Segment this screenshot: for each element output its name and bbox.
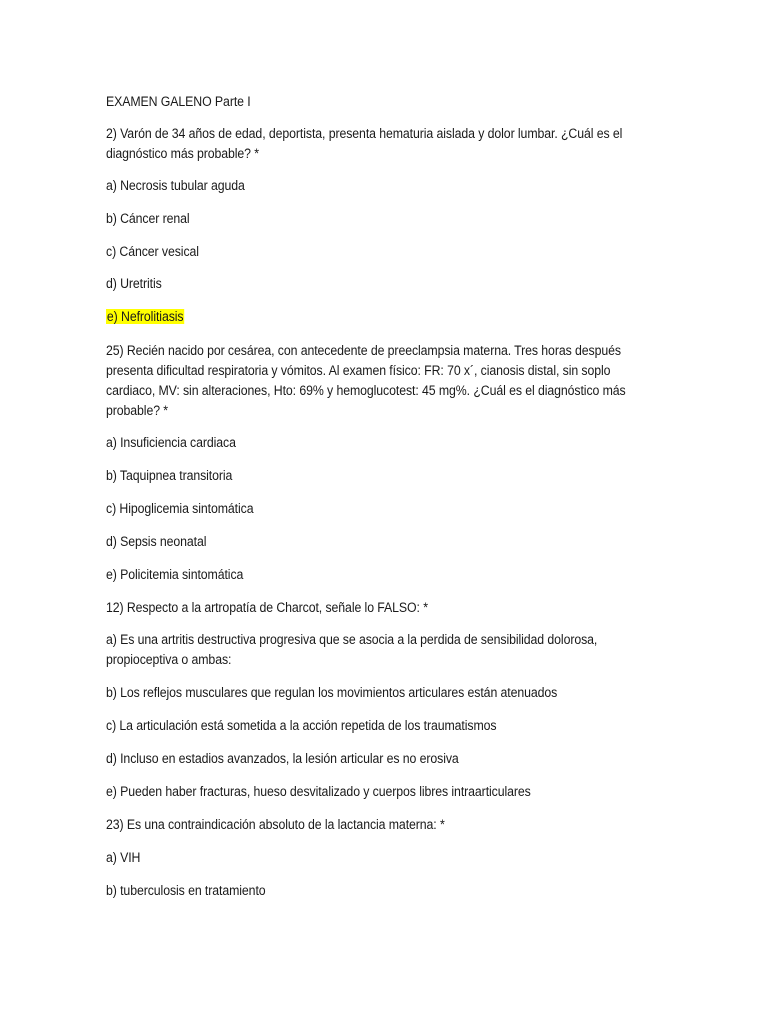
question-25-option-a: a) Insuficiencia cardiaca [106, 435, 236, 450]
question-2-option-c: c) Cáncer vesical [106, 244, 199, 259]
question-25-prompt-line-2: presenta dificultad respiratoria y vómitos. Al examen físico: FR: 70 x´, cianosis distal, sin soplo [106, 363, 611, 378]
question-2-prompt-line-1: 2) Varón de 34 años de edad, deportista, presenta hematuria aislada y dolor lumbar. ¿Cuál es el [106, 126, 623, 141]
question-12-option-b: b) Los reflejos musculares que regulan los movimientos articulares están atenuados [106, 685, 558, 700]
question-2-option-e [106, 307, 621, 327]
question-25-option-d: d) Sepsis neonatal [106, 534, 207, 549]
highlighted-answer: e) Nefrolitiasis [106, 309, 184, 324]
question-12-option-a-line-2: propioceptiva o ambas: [106, 652, 232, 667]
question-25-option-e: e) Policitemia sintomática [106, 567, 244, 582]
question-23-option-a: a) VIH [106, 850, 141, 865]
question-25-prompt-line-4: probable? * [106, 403, 169, 418]
question-2-prompt-line-2: diagnóstico más probable? * [106, 146, 259, 161]
question-25-option-c: c) Hipoglicemia sintomática [106, 501, 254, 516]
question-12-option-e: e) Pueden haber fracturas, hueso desvitalizado y cuerpos libres intraarticulares [106, 784, 531, 799]
question-2-option-d: d) Uretritis [106, 276, 162, 291]
question-25-prompt-line-3: cardiaco, MV: sin alteraciones, Hto: 69% y hemoglucotest: 45 mg%. ¿Cuál es el diagnóstico más [106, 383, 626, 398]
question-12-option-a-line-1: a) Es una artritis destructiva progresiva que se asocia a la perdida de sensibilidad dolorosa, [106, 632, 598, 647]
question-12-option-d: d) Incluso en estadios avanzados, la lesión articular es no erosiva [106, 751, 459, 766]
document-title: EXAMEN GALENO Parte I [106, 94, 251, 109]
question-12-option-c: c) La articulación está sometida a la acción repetida de los traumatismos [106, 718, 497, 733]
question-2-option-b: b) Cáncer renal [106, 211, 190, 226]
question-25-option-b: b) Taquipnea transitoria [106, 468, 233, 483]
question-2-option-a: a) Necrosis tubular aguda [106, 178, 245, 193]
question-12-prompt: 12) Respecto a la artropatía de Charcot, señale lo FALSO: * [106, 600, 428, 615]
question-23-prompt: 23) Es una contraindicación absoluto de la lactancia materna: * [106, 817, 445, 832]
question-25-prompt-line-1: 25) Recién nacido por cesárea, con antecedente de preeclampsia materna. Tres horas después [106, 343, 621, 358]
question-23-option-b: b) tuberculosis en tratamiento [106, 883, 266, 898]
